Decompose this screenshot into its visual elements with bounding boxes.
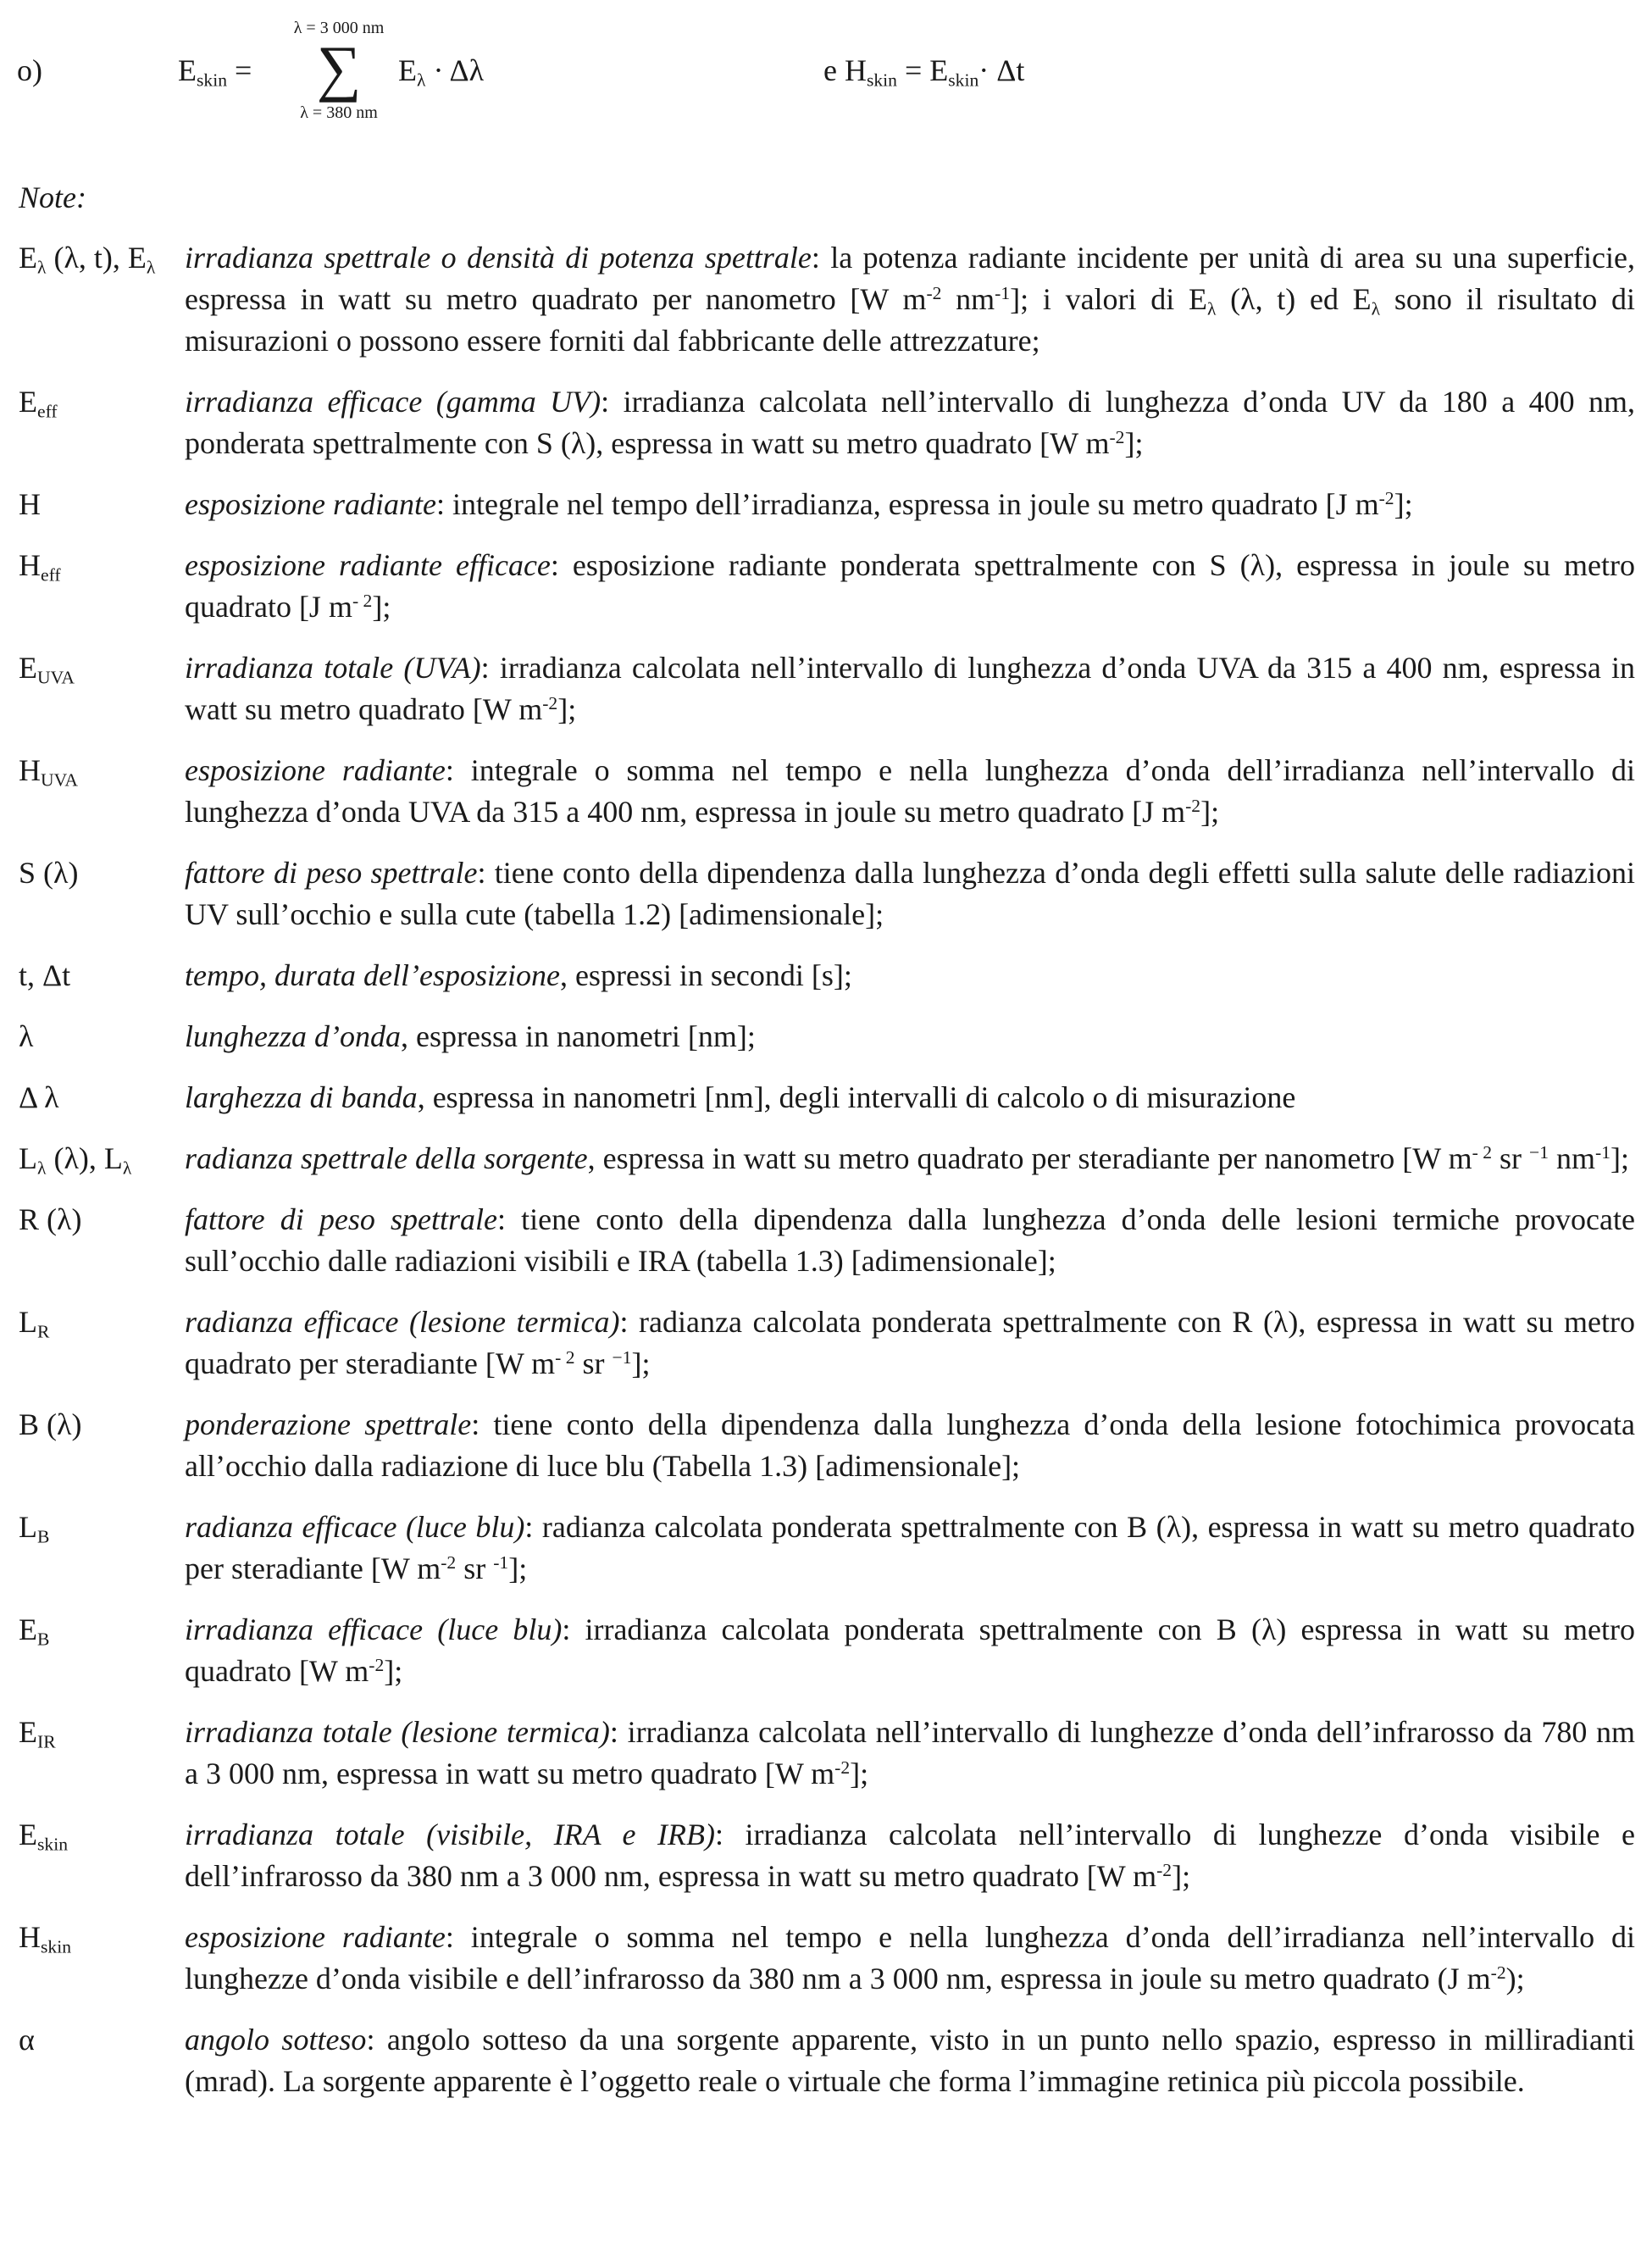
definition-row (19, 955, 1635, 996)
definition-row (19, 1404, 1635, 1487)
definition-row (19, 1016, 1635, 1057)
definition-text: irradianza totale (UVA): irradianza calcolata nell’intervallo di lunghezza d’onda UVA da 315 a 400 nm, espressa in watt su metro quadrato [W $m^{-2}$]; (185, 651, 1635, 726)
definition-text: irradianza efficace (gamma UV): irradianza calcolata nell’intervallo di lunghezza d’onda UV da 180 a 400 nm, ponderata spettralmente con S (λ), espressa in watt su metro quadrato [W $m^{-2}$]; (185, 385, 1635, 460)
definition-row (19, 1712, 1635, 1795)
definition-symbol: α (19, 2023, 35, 2057)
definition-symbol: R (λ) (19, 1202, 82, 1236)
definition-symbol: $E_B$ (19, 1612, 50, 1650)
definition-text: esposizione radiante: integrale o somma nel tempo e nella lunghezza d’onda dell’irradianza nell’intervallo di lunghezza d’onda UVA da 315 a 400 nm, espressa in joule su metro quadrato [J $m^{-2}$]; (185, 753, 1636, 829)
definition-text: fattore di peso spettrale: tiene conto della dipendenza dalla lunghezza d’onda delle lesioni termiche provocate sull’occhio dalle radiazioni visibili e IRA (tabella 1.3) [adimensionale]; (185, 1202, 1635, 1278)
formula-rhs: e $H_{skin} = E_{skin}\cdot \Delta t$ (823, 53, 1025, 91)
definition-row (19, 852, 1635, 935)
definition-text: esposizione radiante: integrale nel tempo dell’irradianza, espressa in joule su metro quadrato [J $m^{-2}$]; (185, 487, 1413, 521)
definition-row (19, 1814, 1635, 1897)
formula-label: o) (17, 53, 42, 87)
sum-upper-limit: λ = 3 000 nm (293, 19, 385, 37)
definition-row (19, 381, 1635, 464)
definition-symbol: B (λ) (19, 1407, 82, 1441)
definition-term: ponderazione spettrale (185, 1407, 472, 1441)
definition-term: fattore di peso spettrale (185, 1202, 498, 1236)
definition-term: esposizione radiante (185, 1920, 446, 1954)
definition-symbol: $L_R$ (19, 1305, 50, 1342)
definition-term: radianza efficace (luce blu) (185, 1510, 525, 1544)
definition-text: angolo sotteso: angolo sotteso da una sorgente apparente, visto in un punto nello spazio, espresso in milliradianti (mrad). La sorgente apparente è l’oggetto reale o virtuale che forma l’immagine retinica più piccola possibile. (185, 2023, 1635, 2098)
definition-symbol: S (λ) (19, 856, 79, 890)
sum-lower-limit: λ = 380 nm (300, 103, 378, 122)
definition-symbol: $L_B$ (19, 1510, 50, 1547)
definition-term: esposizione radiante (185, 753, 446, 787)
definition-row (19, 484, 1635, 525)
definition-term: esposizione radiante (185, 487, 436, 521)
formula-lhs: $E_{skin}$ = (178, 53, 252, 91)
definition-symbol: H (19, 487, 41, 521)
definition-text: tempo, durata dell’esposizione, espressi in secondi [s]; (185, 958, 852, 992)
definition-row (19, 750, 1635, 833)
definitions-list (19, 237, 1635, 2122)
definition-text: larghezza di banda, espressa in nanometri [nm], degli intervalli di calcolo o di misurazione (185, 1080, 1296, 1114)
definition-symbol: $H_{skin}$ (19, 1920, 71, 1957)
definition-text: ponderazione spettrale: tiene conto della dipendenza dalla lunghezza d’onda della lesione fotochimica provocata all’occhio dalla radiazione di luce blu (Tabella 1.3) [adimensionale]; (185, 1407, 1636, 1483)
definition-text: radianza efficace (lesione termica): radianza calcolata ponderata spettralmente con R (λ), espressa in watt su metro quadrato per steradiante [W $m^{- 2}$ sr $^{-1}$]; (185, 1305, 1636, 1380)
definition-row (19, 2019, 1635, 2102)
definition-term: irradianza efficace (gamma UV) (185, 385, 601, 419)
definition-text: esposizione radiante: integrale o somma nel tempo e nella lunghezza d’onda dell’irradianza nell’intervallo di lunghezze d’onda visibile e dell’infrarosso da 380 nm a 3 000 nm, espressa in joule su metro quadrato (J $m^{-2}$); (185, 1920, 1636, 1995)
definition-term: esposizione radiante efficace (185, 548, 551, 582)
definition-row (19, 1138, 1635, 1180)
notes-title: Note: (19, 180, 86, 214)
definition-symbol: $E_\lambda$ (λ, t), $E_\lambda$ (19, 241, 156, 278)
definition-term: lunghezza d’onda (185, 1019, 401, 1053)
definition-row (19, 1302, 1635, 1385)
definition-symbol: Δ λ (19, 1080, 59, 1114)
definition-row (19, 647, 1635, 730)
definition-term: fattore di peso spettrale (185, 856, 478, 890)
definition-term: radianza efficace (lesione termica) (185, 1305, 620, 1339)
definition-term: irradianza totale (visibile, IRA e IRB) (185, 1818, 715, 1851)
summation (275, 19, 402, 120)
definition-row (19, 545, 1635, 628)
definition-symbol: $E_{UVA}$ (19, 651, 75, 688)
definition-row (19, 1609, 1635, 1692)
definition-text: irradianza efficace (luce blu): irradianza calcolata ponderata spettralmente con B (λ) espressa in watt su metro quadrato [W $m^{-2}$]; (185, 1612, 1636, 1688)
definition-symbol: $H_{UVA}$ (19, 753, 78, 791)
definition-row (19, 1507, 1635, 1590)
definition-text: fattore di peso spettrale: tiene conto della dipendenza dalla lunghezza d’onda degli effetti sulla salute delle radiazioni UV sull’occhio e sulla cute (tabella 1.2) [adimensionale]; (185, 856, 1635, 931)
definition-term: irradianza totale (lesione termica) (185, 1715, 610, 1749)
definition-row (19, 1917, 1635, 2000)
definition-term: angolo sotteso (185, 2023, 367, 2057)
definition-term: larghezza di banda (185, 1080, 418, 1114)
definition-term: tempo, durata dell’esposizione (185, 958, 560, 992)
definition-text: irradianza spettrale o densità di potenza spettrale: la potenza radiante incidente per unità di area su una superficie, espressa in watt su metro quadrato per nanometro [W $m^{-2}$ $nm^{-1}$]; i valori di $E_\lambda$ (λ, t) ed $E_\lambda$ sono il risultato di misurazioni o possono essere forniti dal fabbricante delle attrezzature; (185, 241, 1636, 358)
definition-term: radianza spettrale della sorgente (185, 1141, 588, 1175)
formula-block (0, 0, 1652, 144)
definition-term: irradianza totale (UVA) (185, 651, 481, 685)
definition-symbol: $E_{eff}$ (19, 385, 58, 422)
definition-row (19, 1199, 1635, 1282)
definition-text: irradianza totale (lesione termica): irradianza calcolata nell’intervallo di lunghezze d’onda dell’infrarosso da 780 nm a 3 000 nm, espressa in watt su metro quadrato [W $m^{-2}$]; (185, 1715, 1635, 1790)
definition-symbol: $H_{eff}$ (19, 548, 61, 586)
definition-symbol: $E_{IR}$ (19, 1715, 56, 1752)
definition-symbol: $E_{skin}$ (19, 1818, 68, 1855)
sum-sign: ∑ (316, 34, 362, 103)
definition-term: irradianza spettrale o densità di potenza spettrale (185, 241, 812, 275)
definition-row (19, 237, 1635, 362)
definition-symbol: λ (19, 1019, 34, 1053)
definition-text: radianza efficace (luce blu): radianza calcolata ponderata spettralmente con B (λ), espressa in watt su metro quadrato per steradiante [W $m^{-2}$ sr $^{-1}$]; (185, 1510, 1635, 1585)
definition-text: esposizione radiante efficace: esposizione radiante ponderata spettralmente con S (λ), espressa in joule su metro quadrato [J $m^{- 2}$]; (185, 548, 1635, 624)
definition-text: lunghezza d’onda, espressa in nanometri [nm]; (185, 1019, 756, 1053)
definition-text: irradianza totale (visibile, IRA e IRB): irradianza calcolata nell’intervallo di lunghezze d’onda visibile e dell’infrarosso da 380 nm a 3 000 nm, espressa in watt su metro quadrato [W $m^{-2}$]; (185, 1818, 1636, 1893)
definition-text: radianza spettrale della sorgente, espressa in watt su metro quadrato per steradiante per nanometro [W $m^{- 2}$ sr $^{-1}$ $nm^{-1}$]; (185, 1141, 1630, 1175)
definition-symbol: $L_\lambda$ (λ), $L_\lambda$ (19, 1141, 132, 1179)
definition-term: irradianza efficace (luce blu) (185, 1612, 563, 1646)
definition-symbol: t, Δt (19, 958, 71, 992)
formula-summand: $E_\lambda \cdot \Delta\lambda$ (398, 53, 485, 91)
definition-row (19, 1077, 1635, 1118)
